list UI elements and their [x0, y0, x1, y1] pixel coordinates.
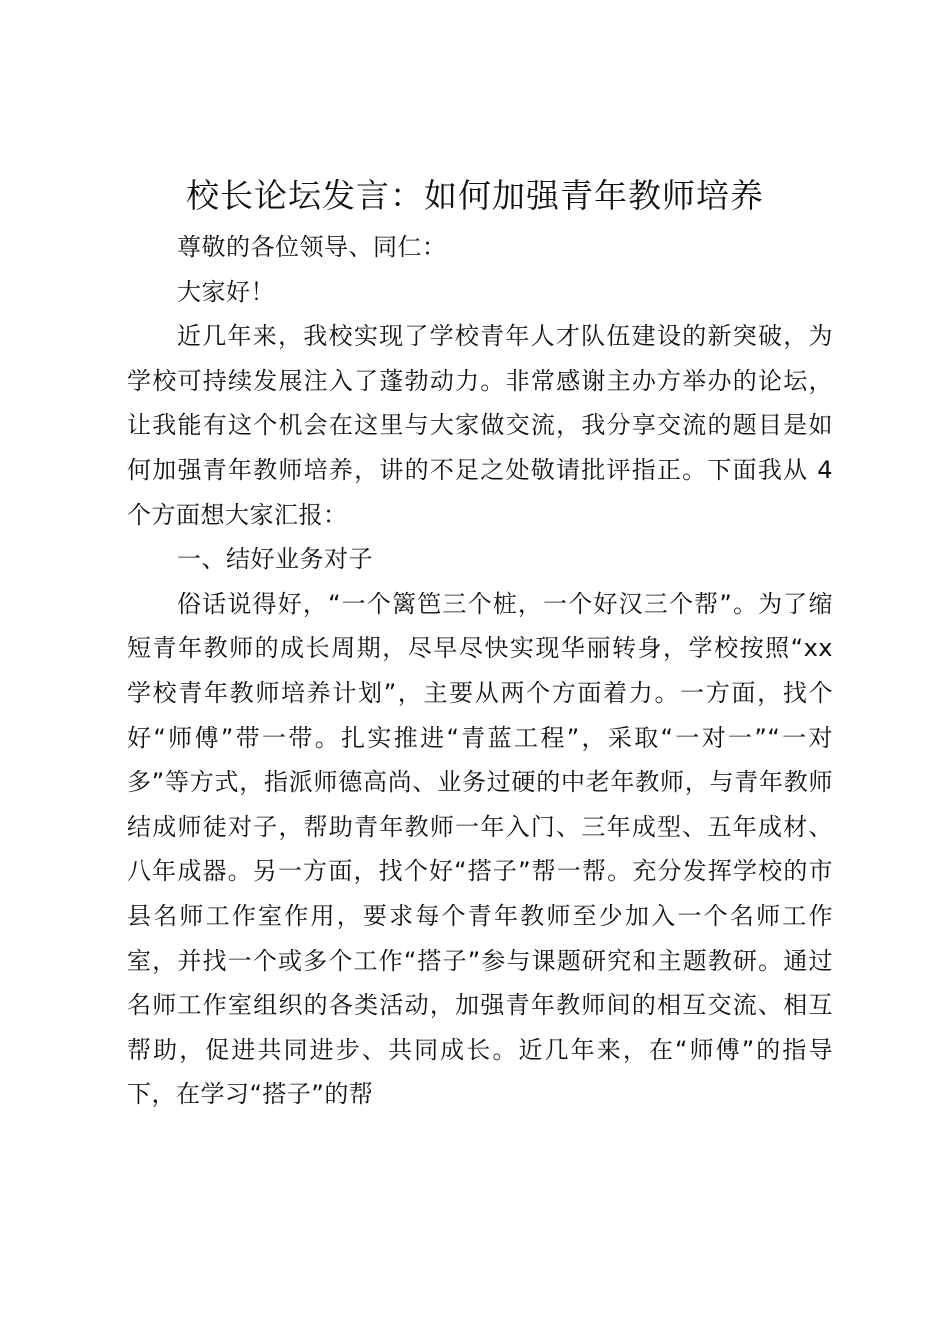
- section-heading: 一、结好业务对子: [177, 545, 373, 574]
- intro-paragraph: 近几年来，我校实现了学校青年人才队伍建设的新突破，为学校可持续发展注入了蓬勃动力。非常感谢主办方举办的论坛，让我能有这个机会在这里与大家做交流，我分享交流的题目是如何加强青年教师培养，讲的不足之处敬请批评指正。下面我从 4 个方面想大家汇报：: [127, 322, 833, 529]
- document-title: 校长论坛发言：如何加强青年教师培养: [186, 176, 764, 215]
- salutation: 尊敬的各位领导、同仁：: [177, 233, 447, 261]
- document-body: [127, 225, 833, 1117]
- section-paragraph: 俗话说得好，“一个篱笆三个桩，一个好汉三个帮”。为了缩短青年教师的成长周期，尽早尽快实现华丽转身，学校按照“xx 学校青年教师培养计划”，主要从两个方面着力。一方面，找个好“师傅”带一带。扎实推进“青蓝工程”，采取“一对一”“一对多”等方式，指派师德高尚、业务过硬的中老年教师，与青年教师结成师徒对子，帮助青年教师一年入门、三年成型、五年成材、八年成器。另一方面，找个好“搭子”帮一帮。充分发挥学校的市县名师工作室作用，要求每个青年教师至少加入一个名师工作室，并找一个或多个工作“搭子”参与课题研究和主题教研。通过名师工作室组织的各类活动，加强青年教师间的相互交流、相互帮助，促进共同进步、共同成长。近几年来，在“师傅”的指导下，在学习“搭子”的帮: [127, 589, 833, 1109]
- greeting: 大家好！: [177, 277, 275, 306]
